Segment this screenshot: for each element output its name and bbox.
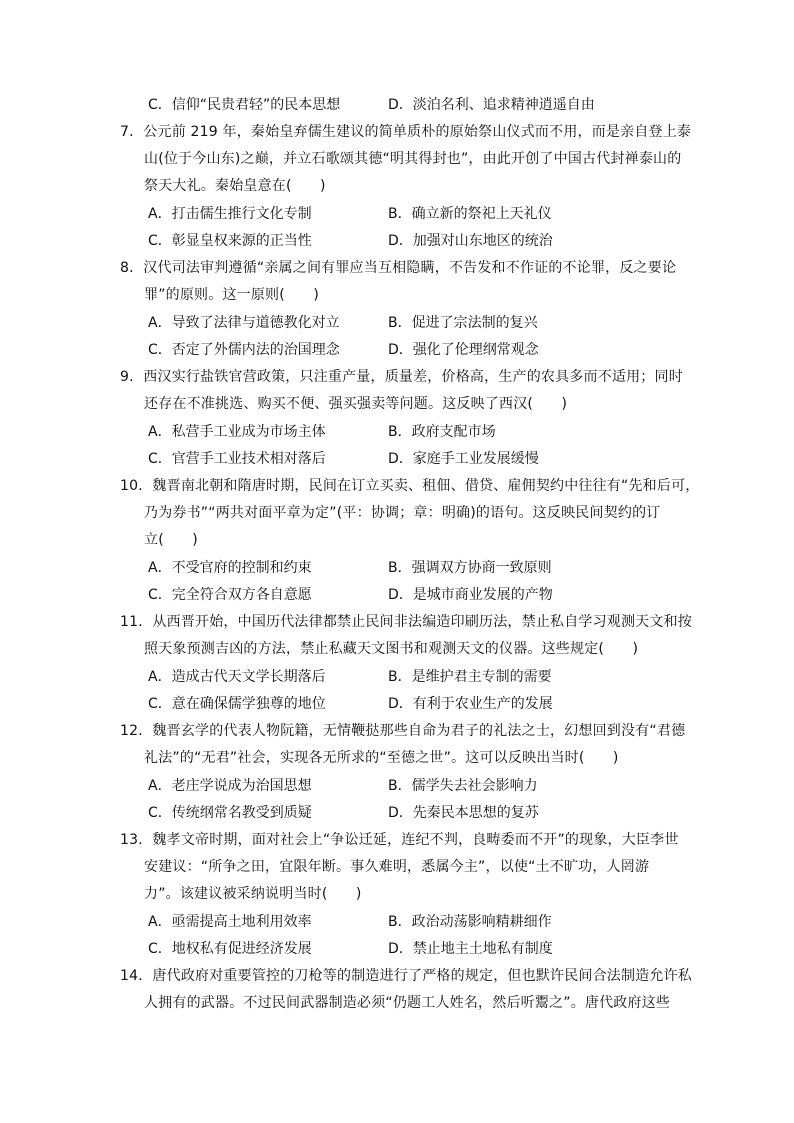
q8-option-c: C．否定了外儒内法的治国理念: [148, 342, 340, 358]
q7-option-b: B．确立新的祭祀上天礼仪: [388, 206, 552, 222]
q9-option-c: C．官营手工业技术相对落后: [148, 451, 326, 467]
q11-stem-line-1: 11．从西晋开始，中国历代法律都禁止民间非法编造印刷历法，禁止私自学习观测天文和按: [120, 614, 693, 630]
q11-option-a: A．造成古代天文学长期落后: [148, 669, 326, 685]
q13-option-a: A．亟需提高土地利用效率: [148, 914, 312, 930]
q13-option-b: B．政治动荡影响精耕细作: [388, 914, 552, 930]
q12-stem-line-2: 礼法”的“无君”社会，实现各无所求的“至德之世”。这可以反映出当时( ): [144, 750, 619, 766]
q11-option-d: D．有利于农业生产的发展: [388, 696, 553, 712]
q10-option-c: C．完全符合双方各自意愿: [148, 587, 312, 603]
q12-stem-line-1: 12．魏晋玄学的代表人物阮籍，无情鞭挞那些自命为君子的礼法之士，幻想回到没有“君德: [120, 723, 686, 739]
q8-stem-line-1: 8．汉代司法审判遵循“亲属之间有罪应当互相隐瞒，不告发和不作证的不论罪，反之要论: [120, 260, 677, 276]
q10-stem-line-2: 乃为券书”“两共对面平章为定”(平：协调；章：明确)的语句。这反映民间契约的订: [144, 505, 661, 521]
q12-option-a: A．老庄学说成为治国思想: [148, 778, 312, 794]
q7-stem-line-2: 山(位于今山东)之巅，并立石歌颂其德“明其得封也”，由此开创了中国古代封禅泰山的: [144, 151, 682, 167]
q14-stem-line-1: 14．唐代政府对重要管控的刀枪等的制造进行了严格的规定，但也默许民间合法制造允许私: [120, 968, 693, 984]
q12-option-d: D．先秦民本思想的复苏: [388, 805, 539, 821]
q10-option-b: B．强调双方协商一致原则: [388, 560, 552, 576]
q8-stem-line-2: 罪”的原则。这一原则( ): [144, 287, 319, 303]
q14-stem-line-2: 人拥有的武器。不过民间武器制造必须“仍题工人姓名，然后听鬻之”。唐代政府这些: [144, 995, 671, 1011]
q13-option-d: D．禁止地主土地私有制度: [388, 941, 553, 957]
q7-stem-line-1: 7．公元前 219 年，秦始皇弃儒生建议的简单质朴的原始祭山仪式而不用，而是亲自登上泰: [120, 124, 692, 140]
q8-option-a: A．导致了法律与道德教化对立: [148, 315, 340, 331]
q9-option-a: A．私营手工业成为市场主体: [148, 424, 326, 440]
q10-option-d: D．是城市商业发展的产物: [388, 587, 553, 603]
q7-option-d: D．加强对山东地区的统治: [388, 233, 553, 249]
q7-option-a: A．打击儒生推行文化专制: [148, 206, 312, 222]
q7-stem-line-3: 祭天大礼。秦始皇意在( ): [144, 178, 326, 194]
q11-option-c: C．意在确保儒学独尊的地位: [148, 696, 326, 712]
q13-option-c: C．地权私有促进经济发展: [148, 941, 312, 957]
q9-option-d: D．家庭手工业发展缓慢: [388, 451, 539, 467]
q12-option-b: B．儒学失去社会影响力: [388, 778, 538, 794]
q9-option-b: B．政府支配市场: [388, 424, 496, 440]
q9-stem-line-2: 还存在不准挑选、购买不便、强买强卖等问题。这反映了西汉( ): [144, 396, 568, 412]
q8-option-d: D．强化了伦理纲常观念: [388, 342, 539, 358]
q11-option-b: B．是维护君主专制的需要: [388, 669, 552, 685]
q8-option-b: B．促进了宗法制的复兴: [388, 315, 538, 331]
q10-stem-line-1: 10．魏晋南北朝和隋唐时期，民间在订立买卖、租佃、借贷、雇佣契约中往往有“先和后可，: [120, 478, 700, 494]
q7-option-c: C．彰显皇权来源的正当性: [148, 233, 312, 249]
q12-option-c: C．传统纲常名教受到质疑: [148, 805, 312, 821]
q10-option-a: A．不受官府的控制和约束: [148, 560, 312, 576]
q10-stem-line-3: 立( ): [144, 532, 198, 548]
q9-stem-line-1: 9．西汉实行盐铁官营政策，只注重产量，质量差，价格高，生产的农具多而不适用；同时: [120, 369, 683, 385]
q6-option-c: C．信仰“民贵君轻”的民本思想: [148, 97, 341, 113]
q6-option-d: D．淡泊名利、追求精神逍遥自由: [388, 97, 595, 113]
q13-stem-line-2: 安建议：“所争之田，宜限年断。事久难明，悉属今主”，以使“土不旷功，人罔游: [144, 859, 650, 875]
q11-stem-line-2: 照天象预测吉凶的方法，禁止私藏天文图书和观测天文的仪器。这些规定( ): [144, 641, 639, 657]
q13-stem-line-3: 力”。该建议被采纳说明当时( ): [144, 886, 362, 902]
q13-stem-line-1: 13．魏孝文帝时期，面对社会上“争讼迁延，连纪不判，良畴委而不开”的现象，大臣李世: [120, 832, 679, 848]
